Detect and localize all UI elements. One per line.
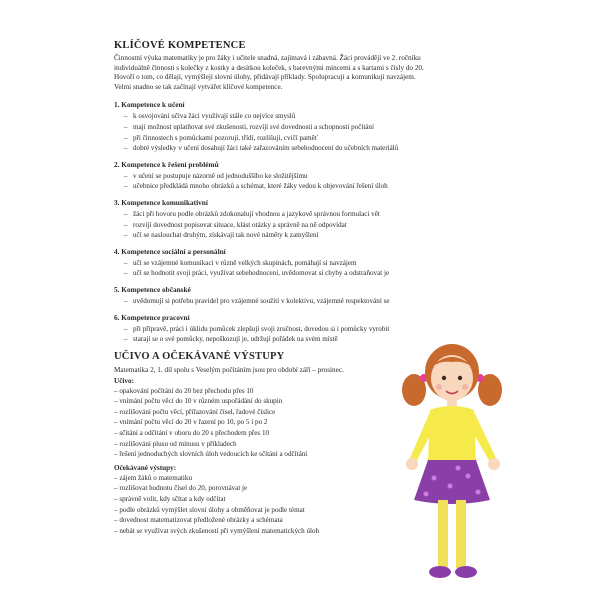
- competence-section: [114, 100, 494, 153]
- list-item: – dovednost matematizovat předložené obrázky a schémata: [114, 516, 283, 525]
- list-item: – učí se vzájemné komunikaci v různě velkých skupinách, pomáhají si navzájem: [124, 258, 357, 267]
- list-item: – rozlišování plusu od mínusu v příkladech: [114, 439, 237, 448]
- girl-illustration: [392, 340, 512, 600]
- competence-section: [114, 247, 494, 279]
- cheek-left: [436, 384, 442, 390]
- competence-title: 5. Kompetence občanské: [114, 284, 191, 294]
- list-item: – nebát se využívat svých zkušeností při vymýšlení matematických úloh: [114, 526, 320, 535]
- list-item: – žáci při hovoru podle obrázků zdokonalují vhodnou a jazykově správnou formulaci vět: [124, 209, 380, 218]
- list-item: – řešení jednoduchých slovních úloh vedoucích ke sčítání a odčítání: [114, 450, 308, 459]
- skirt-dot: [466, 474, 471, 479]
- competence-title: 4. Kompetence sociální a personální: [114, 246, 226, 256]
- curriculum-subtitle: Matematika 2, 1. díl spolu s Veselým počítáním jsou pro období září – prosinec.: [114, 365, 344, 374]
- list-item: – rozvíjí dovednost popisovat situace, klást otázky a správně na ně odpovídat: [124, 220, 347, 229]
- list-item: – učebnice předkládá mnoho obrázků a schémat, které žáky vedou k objevování řešení úloh: [124, 182, 388, 191]
- outputs-title: Očekávané výstupy:: [114, 463, 177, 472]
- heading-curriculum: UČIVO A OČEKÁVANÉ VÝSTUPY: [114, 350, 285, 362]
- leg-left: [438, 500, 448, 568]
- eye-right: [458, 376, 462, 380]
- list-item: – k osvojování učiva žáci využívají stále co nejvíce smyslů: [124, 112, 296, 121]
- list-item: – zájem žáků o matematiku: [114, 473, 193, 482]
- hand-right: [488, 458, 500, 470]
- heading-key-competences: KLÍČOVÉ KOMPETENCE: [114, 40, 246, 51]
- list-item: – vnímání počtu věcí do 10 v různém uspořádání do skupin: [114, 397, 283, 406]
- shoe-right: [455, 566, 477, 578]
- list-item: – rozlišovat hodnotu čísel do 20, porovnávat je: [114, 484, 248, 493]
- competence-title: 1. Kompetence k učení: [114, 100, 185, 110]
- list-item: – při činnostech s pomůckami pozorují, třídí, rozlišují, cvičí paměť: [124, 133, 318, 142]
- list-item: – učí se hodnotit svoji práci, využívat sebehodnocení, uvědomovat si chyby a odstraňovat je: [124, 269, 390, 278]
- list-item: – mají možnost uplatňovat své zkušenosti, rozvíjí své dovednosti a schopnosti počítání: [124, 122, 374, 131]
- eye-left: [442, 376, 446, 380]
- ucivo-title: Učivo:: [114, 376, 134, 385]
- skirt-dot: [424, 492, 429, 497]
- list-item: – sčítání a odčítání v oboru do 20 s přechodem přes 10: [114, 429, 270, 438]
- competence-section: [114, 160, 494, 192]
- intro-line: Velmi snadno se tak začínají vytvářet klíčové kompetence.: [114, 82, 283, 91]
- competence-title: 6. Kompetence pracovní: [114, 312, 190, 322]
- intro-line: Hovoří o tom, co dělají, vymýšlejí slovní úlohy, přidávají příklady. Spolupracují a komunikují navzájem.: [114, 73, 416, 82]
- skirt-dot: [432, 476, 437, 481]
- competence-title: 3. Kompetence komunikativní: [114, 197, 208, 207]
- shirt: [428, 406, 476, 462]
- intro-line: individuálně činnosti s kolečky z kostky a desítkou koleček, s barevnými mincemi a s kartami s čísly do 20.: [114, 63, 424, 72]
- intro-line: Činnostní výuka matematiky je pro žáky i učitele snadná, zajímavá i zábavná. Žáci provádějí ve 2. ročníku: [114, 54, 421, 62]
- list-item: – správně volit, kdy sčítat a kdy odčítat: [114, 495, 226, 504]
- list-item: – při přípravě, práci i úklidu pomůcek zlepšují svoji zručnost, dovedou si i pomůcky vyrobit: [124, 324, 390, 333]
- skirt-dot: [476, 490, 481, 495]
- hand-left: [406, 458, 418, 470]
- list-item: – podle obrázků vymýšlet slovní úlohy a obměňovat je podle témat: [114, 505, 305, 514]
- shoe-left: [429, 566, 451, 578]
- intro-paragraph: [114, 54, 494, 92]
- list-item: – dobré výsledky v učení dosahují žáci také zařazováním sebehodnocení do učebních materiálů: [124, 144, 399, 153]
- list-item: – opakování počítání do 20 bez přechodu přes 10: [114, 386, 254, 395]
- cheek-right: [462, 384, 468, 390]
- list-item: – učí se naslouchat druhým, získávají tak nové náměty k zamyšlení: [124, 231, 319, 240]
- list-item: – starají se o své pomůcky, nepoškozují je, udržují pořádek na svém místě: [124, 335, 338, 344]
- list-item: – uvědomují si potřebu pravidel pro vzájemné soužití v kolektivu, vzájemné respektování se: [124, 296, 390, 305]
- competence-section: [114, 198, 494, 241]
- list-item: – v učení se postupuje názorně od jednoduššího ke složitějšímu: [124, 171, 308, 180]
- competence-title: 2. Kompetence k řešení problémů: [114, 159, 219, 169]
- neck: [447, 398, 457, 406]
- list-item: – vnímání počtu věcí do 20 v řazení po 10, po 5 i po 2: [114, 418, 268, 427]
- skirt-dot: [456, 466, 461, 471]
- skirt-dot: [448, 484, 453, 489]
- skirt: [414, 460, 490, 504]
- leg-right: [456, 500, 466, 568]
- list-item: – rozlišování počtu věcí, přiřazování čísel, řadové číslice: [114, 407, 276, 416]
- competence-section: [114, 285, 494, 307]
